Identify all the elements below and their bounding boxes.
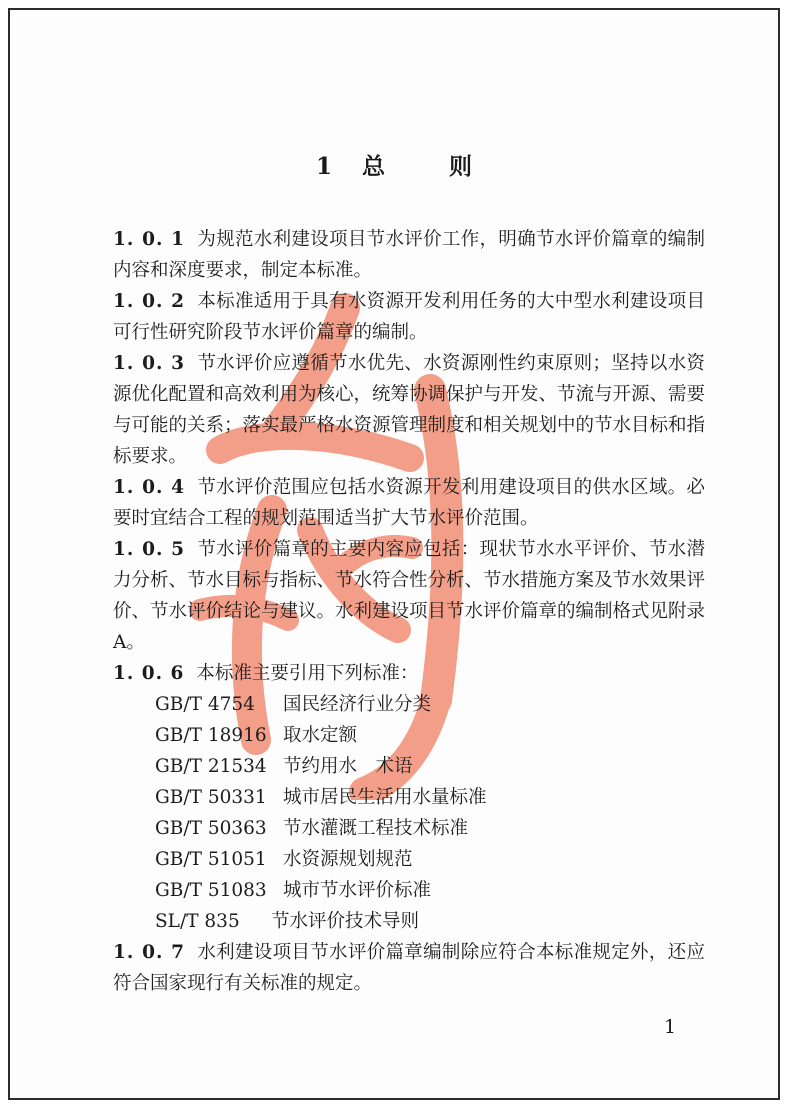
clause-text: 为规范水利建设项目节水评价工作，明确节水评价篇章的编制内容和深度要求，制定本标准。 (113, 229, 705, 281)
list-item (113, 906, 705, 937)
standard-name: 城市节水评价标准 (283, 880, 432, 901)
clause-1-0-3 (113, 348, 705, 472)
clause-number: 1. 0. 6 (113, 663, 185, 684)
title-char-2: 则 (449, 153, 474, 180)
page-title (0, 148, 790, 181)
list-item (113, 782, 705, 813)
clause-number: 1. 0. 7 (113, 942, 186, 963)
clause-text: 节水评价篇章的主要内容应包括：现状节水水平评价、节水潜力分析、节水目标与指标、节水符合性分析、节水措施方案及节水效果评价、节水评价结论与建议。水利建设项目节水评价篇章的编制格式见附录 A。 (113, 539, 706, 653)
title-char-1: 总 (362, 153, 387, 180)
standard-name: 国民经济行业分类 (283, 694, 432, 715)
clause-1-0-6 (113, 658, 705, 689)
standard-name: 节水灌溉工程技术标准 (283, 818, 469, 839)
clause-number: 1. 0. 4 (113, 477, 186, 498)
list-item (113, 875, 705, 906)
clause-text: 节水评价应遵循节水优先、水资源刚性约束原则；坚持以水资源优化配置和高效利用为核心，统筹协调保护与开发、节流与开源、需要与可能的关系；落实最严格水资源管理制度和相关规划中的节水目标和指标要求。 (113, 353, 706, 467)
clause-text: 本标准适用于具有水资源开发利用任务的大中型水利建设项目可行性研究阶段节水评价篇章的编制。 (113, 291, 705, 343)
clause-1-0-4 (113, 472, 705, 534)
document-body (113, 224, 705, 999)
list-item (113, 844, 705, 875)
list-item (113, 813, 705, 844)
clause-1-0-2 (113, 286, 705, 348)
standard-name: 水资源规划规范 (283, 849, 413, 870)
list-item (113, 689, 705, 720)
standard-code: GB/T 51051 (155, 849, 267, 870)
clause-text: 本标准主要引用下列标准： (196, 663, 419, 684)
clause-text: 水利建设项目节水评价篇章编制除应符合本标准规定外，还应符合国家现行有关标准的规定。 (113, 942, 705, 994)
standard-code: GB/T 51083 (155, 880, 267, 901)
standard-name: 取水定额 (283, 725, 358, 746)
clause-text: 节水评价范围应包括水资源开发利用建设项目的供水区域。必要时宜结合工程的规划范围适当扩大节水评价范围。 (113, 477, 705, 529)
list-item (113, 720, 705, 751)
clause-number: 1. 0. 3 (113, 353, 186, 374)
page-number: 1 (664, 1016, 677, 1038)
chapter-number: 1 (315, 153, 334, 180)
clause-number: 1. 0. 5 (113, 539, 186, 560)
standard-code: GB/T 21534 (155, 756, 267, 777)
standard-name: 城市居民生活用水量标准 (283, 787, 487, 808)
standard-name: 节水评价技术导则 (271, 911, 420, 932)
standard-code: GB/T 4754 (155, 694, 255, 715)
clause-1-0-7 (113, 937, 705, 999)
referenced-standards-list (113, 689, 705, 937)
standard-code: SL/T 835 (155, 911, 240, 932)
standard-code: GB/T 18916 (155, 725, 267, 746)
clause-1-0-5 (113, 534, 705, 658)
clause-1-0-1 (113, 224, 705, 286)
clause-number: 1. 0. 2 (113, 291, 186, 312)
standard-code: GB/T 50331 (155, 787, 267, 808)
clause-number: 1. 0. 1 (113, 229, 186, 250)
standard-code: GB/T 50363 (155, 818, 267, 839)
list-item (113, 751, 705, 782)
standard-name: 节约用水 术语 (283, 756, 413, 777)
